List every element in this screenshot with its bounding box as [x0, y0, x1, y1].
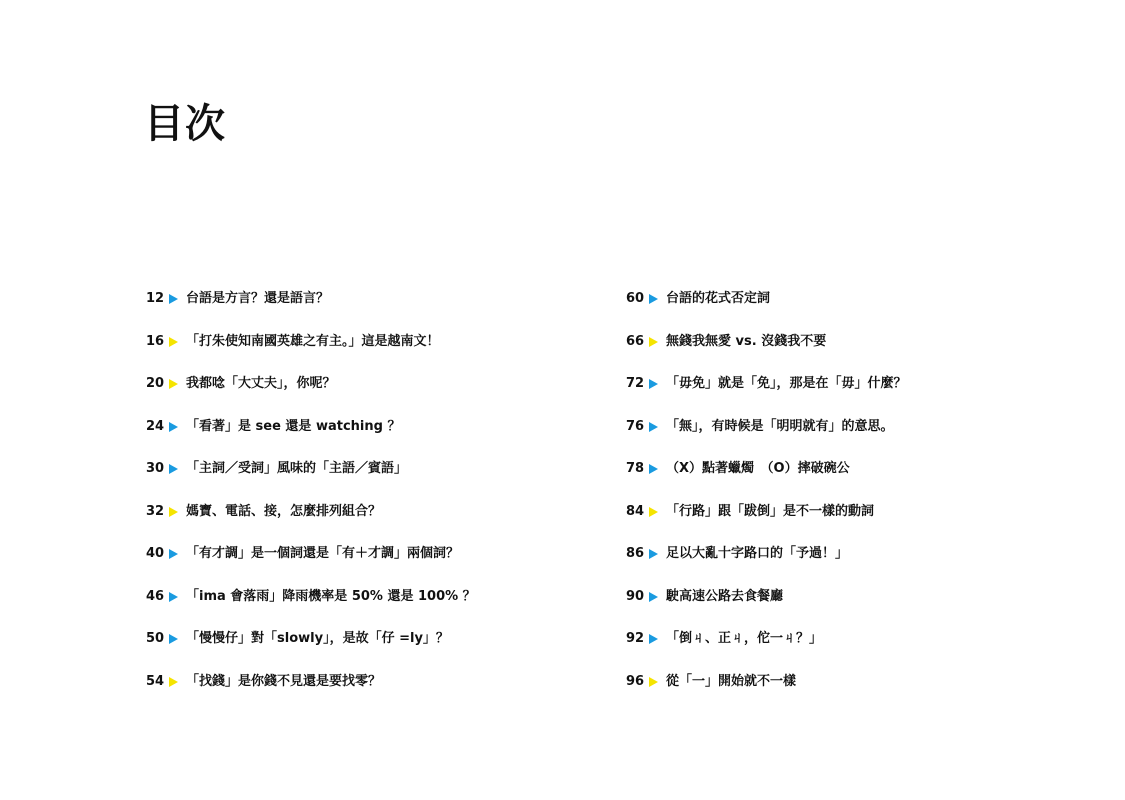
- play-arrow-icon: [169, 677, 178, 687]
- toc-page-number: 72: [626, 376, 645, 391]
- toc-entry[interactable]: [146, 458, 586, 501]
- toc-entry[interactable]: [626, 288, 1066, 331]
- toc-page-number: 32: [146, 503, 165, 519]
- toc-page-number: 46: [146, 588, 165, 604]
- page-title: 目次: [144, 101, 226, 147]
- toc-entry-title: 駛高速公路去食餐廳: [666, 588, 784, 604]
- play-arrow-icon: [169, 507, 178, 517]
- toc-page-number: 16: [146, 333, 165, 349]
- toc-entry-title: （X）點著蠟燭 （O）摔破碗公: [666, 461, 850, 476]
- toc-entry[interactable]: [146, 586, 586, 629]
- toc-entry-title: 「主詞／受詞」風味的「主語／賓語」: [186, 461, 408, 476]
- toc-entry[interactable]: [626, 543, 1066, 586]
- toc-page-number: 78: [626, 461, 645, 476]
- play-arrow-icon: [649, 634, 658, 644]
- toc-entry[interactable]: [146, 671, 586, 714]
- toc-entry[interactable]: [626, 331, 1066, 374]
- toc-entry-title: 「行路」跟「跋倒」是不一樣的動詞: [666, 503, 875, 519]
- play-arrow-icon: [649, 549, 658, 559]
- play-arrow-icon: [649, 507, 658, 517]
- toc-right-column: [626, 288, 1066, 713]
- toc-entry-title: 無錢我無愛 vs. 沒錢我不要: [666, 333, 827, 349]
- toc-page-number: 54: [146, 673, 165, 689]
- play-arrow-icon: [649, 592, 658, 602]
- toc-entry[interactable]: [626, 586, 1066, 629]
- toc-entry[interactable]: [146, 543, 586, 586]
- toc-page-number: 96: [626, 673, 645, 689]
- play-arrow-icon: [169, 422, 178, 432]
- toc-page-number: 90: [626, 588, 645, 604]
- play-arrow-icon: [649, 677, 658, 687]
- toc-left-column: [146, 288, 586, 713]
- toc-page-number: 66: [626, 333, 645, 349]
- play-arrow-icon: [169, 337, 178, 347]
- toc-entry-title: 「打朱使知南國英雄之有主。」這是越南文！: [186, 333, 440, 349]
- toc-entry[interactable]: [626, 501, 1066, 544]
- toc-entry-title: 「倒ㄐ、正ㄐ，佗一ㄐ？」: [666, 631, 823, 646]
- toc-entry[interactable]: [626, 458, 1066, 501]
- toc-entry[interactable]: [146, 373, 586, 416]
- play-arrow-icon: [169, 592, 178, 602]
- toc-page-number: 40: [146, 546, 165, 561]
- play-arrow-icon: [169, 464, 178, 474]
- toc-entry[interactable]: [146, 331, 586, 374]
- toc-page-number: 50: [146, 631, 165, 646]
- toc-entry-title: 台語的花式否定詞: [666, 291, 771, 306]
- toc-entry-title: 「無」，有時候是「明明就有」的意思。: [666, 418, 894, 434]
- play-arrow-icon: [169, 634, 178, 644]
- toc-entry-title: 足以大亂十字路口的「予過！」: [666, 546, 849, 561]
- toc-entry-title: 「找錢」是你錢不見還是要找零？: [186, 673, 382, 689]
- toc-entry[interactable]: [146, 501, 586, 544]
- toc-page-number: 20: [146, 376, 165, 391]
- toc-entry-title: 台語是方言？還是語言？: [186, 291, 330, 306]
- toc-entry-title: 「毋免」就是「免」，那是在「毋」什麼？: [666, 376, 907, 391]
- toc-page-number: 92: [626, 631, 645, 646]
- play-arrow-icon: [169, 549, 178, 559]
- toc-entry[interactable]: [626, 671, 1066, 714]
- toc-page-number: 30: [146, 461, 165, 476]
- play-arrow-icon: [169, 294, 178, 304]
- toc-entry-title: 「看著」是 see 還是 watching ？: [186, 418, 401, 434]
- toc-entry[interactable]: [146, 288, 586, 331]
- toc-page-number: 76: [626, 418, 645, 434]
- toc-entry[interactable]: [146, 416, 586, 459]
- toc-page-number: 86: [626, 546, 645, 561]
- play-arrow-icon: [649, 422, 658, 432]
- toc-page-number: 60: [626, 291, 645, 306]
- toc-page-number: 84: [626, 503, 645, 519]
- toc-entry-title: 「ima 會落雨」降雨機率是 50% 還是 100% ？: [186, 588, 476, 604]
- play-arrow-icon: [169, 379, 178, 389]
- toc-entry[interactable]: [626, 628, 1066, 671]
- play-arrow-icon: [649, 337, 658, 347]
- toc-entry-title: 「慢慢仔」對「slowly」，是故「仔 =ly」？: [186, 631, 449, 646]
- toc-entry-title: 從「一」開始就不一樣: [666, 673, 797, 689]
- toc-entry-title: 媽寶、電話、接，怎麼排列組合？: [186, 503, 382, 519]
- play-arrow-icon: [649, 464, 658, 474]
- toc-entry-title: 「有才調」是一個詞還是「有＋才調」兩個詞？: [186, 546, 460, 561]
- toc-page-number: 24: [146, 418, 165, 434]
- toc-entry[interactable]: [146, 628, 586, 671]
- toc-entry-title: 我都唸「大丈夫」，你呢？: [186, 376, 336, 391]
- play-arrow-icon: [649, 379, 658, 389]
- play-arrow-icon: [649, 294, 658, 304]
- toc-page-number: 12: [146, 291, 165, 306]
- toc-entry[interactable]: [626, 373, 1066, 416]
- toc-entry[interactable]: [626, 416, 1066, 459]
